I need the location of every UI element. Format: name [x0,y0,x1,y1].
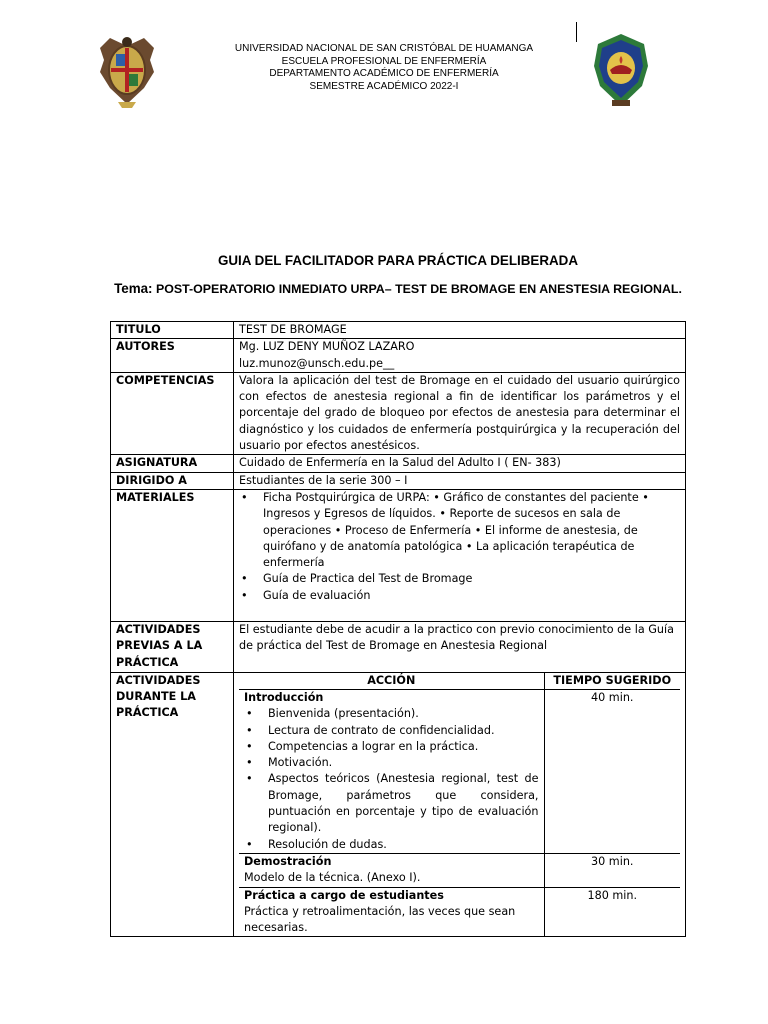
demostracion-heading: Demostración [244,854,332,868]
practica-heading: Práctica a cargo de estudiantes [244,888,444,902]
row-durante [111,672,686,937]
header-school: ESCUELA PROFESIONAL DE ENFERMERÍA [281,55,487,67]
list-item: • Lectura de contrato de confidencialidad. [244,723,539,739]
value-competencias: Valora la aplicación del test de Bromage en el cuidado del usuario quirúrgico con efectos de anestesia regional a fin de identificar los parámetros y el porcentaje del grado de bloqueo por efectos de anestesia para determinar el diagnóstico y los cuidados de enfermería postquirúrgica y la recuperación del usuario por efectos anestésicos. [234,372,686,454]
list-item: • Aspectos teóricos (Anestesia regional, test de Bromage, parámetros que considera, puntuación en porcentaje y tipo de evaluación regional). [244,771,539,836]
value-previas: El estudiante debe de acudir a la practico con previo conocimiento de la Guía de práctica del Test de Bromage en Anestesia Regional [234,622,686,673]
row-dirigido [111,472,686,489]
row-autores [111,339,686,373]
value-titulo: TEST DE BROMAGE [234,322,686,339]
topic-text: POST-OPERATORIO INMEDIATO URPA– TEST DE BROMAGE EN ANESTESIA REGIONAL. [155,282,682,296]
list-item: • Guía de evaluación [239,588,680,604]
topic-label: Tema: [114,281,153,296]
institution-header [150,43,618,93]
value-asignatura: Cuidado de Enfermería en la Salud del Adulto I ( EN- 383) [234,455,686,472]
row-competencias [111,372,686,454]
introduccion-list [244,706,539,853]
demostracion-cell [239,853,544,887]
col-tiempo: TIEMPO SUGERIDO [544,673,680,690]
header-department: DEPARTAMENTO ACADÉMICO DE ENFERMERÍA [269,68,499,80]
practica-text: Práctica y retroalimentación, las veces que sean necesarias. [244,904,516,935]
document-topic [110,281,686,297]
list-item: • Competencias a lograr en la práctica. [244,739,539,755]
table-row [239,689,680,853]
facilitator-guide-table [110,321,686,937]
value-autores [234,339,686,373]
value-durante [234,672,686,937]
demostracion-text: Modelo de la técnica. (Anexo I). [244,871,421,885]
label-autores: AUTORES [111,339,234,373]
label-previas: ACTIVIDADES PREVIAS A LA PRÁCTICA [111,622,234,673]
col-accion: ACCIÓN [239,673,544,690]
introduccion-heading: Introducción [244,690,324,704]
list-item: • Resolución de dudas. [244,837,539,853]
list-item: • Guía de Practica del Test de Bromage [239,571,680,587]
introduccion-time: 40 min. [544,689,680,853]
row-materiales [111,489,686,621]
author-email: luz.munoz@unsch.edu.pe__ [239,356,395,370]
header-semester: SEMESTRE ACADÉMICO 2022-I [309,80,459,92]
materiales-list [239,490,680,604]
document-title: GUIA DEL FACILITADOR PARA PRÁCTICA DELIBERADA [217,253,579,268]
label-competencias: COMPETENCIAS [111,372,234,454]
introduccion-cell [239,689,544,853]
header-rule [576,22,577,42]
demostracion-time: 30 min. [544,853,680,887]
list-item: • Motivación. [244,755,539,771]
row-titulo [111,322,686,339]
value-materiales [234,489,686,621]
label-titulo: TITULO [111,322,234,339]
activities-header-row [239,673,680,690]
label-materiales: MATERIALES [111,489,234,621]
table-row [239,887,680,936]
row-asignatura [111,455,686,472]
practica-cell [239,887,544,936]
practica-time: 180 min. [544,887,680,936]
university-crest-icon [96,30,158,110]
value-dirigido: Estudiantes de la serie 300 – I [234,472,686,489]
label-durante: ACTIVIDADES DURANTE LA PRÁCTICA [111,672,234,937]
label-dirigido: DIRIGIDO A [111,472,234,489]
table-row [239,853,680,887]
label-asignatura: ASIGNATURA [111,455,234,472]
author-name: Mg. LUZ DENY MUÑOZ LAZARO [239,340,415,354]
list-item: • Bienvenida (presentación). [244,706,539,722]
header-university: UNIVERSIDAD NACIONAL DE SAN CRISTÓBAL DE HUAMANGA [234,43,534,54]
list-item: • Ficha Postquirúrgica de URPA: • Gráfico de constantes del paciente • Ingresos y Egresos de líquidos. • Reporte de sucesos en sala de operaciones • Proceso de Enfermería • El informe de anestesia, de quirófano y de anatomía patológica • La aplicación terapéutica de enfermería [239,490,680,571]
row-previas [111,622,686,673]
activities-table [239,673,680,937]
